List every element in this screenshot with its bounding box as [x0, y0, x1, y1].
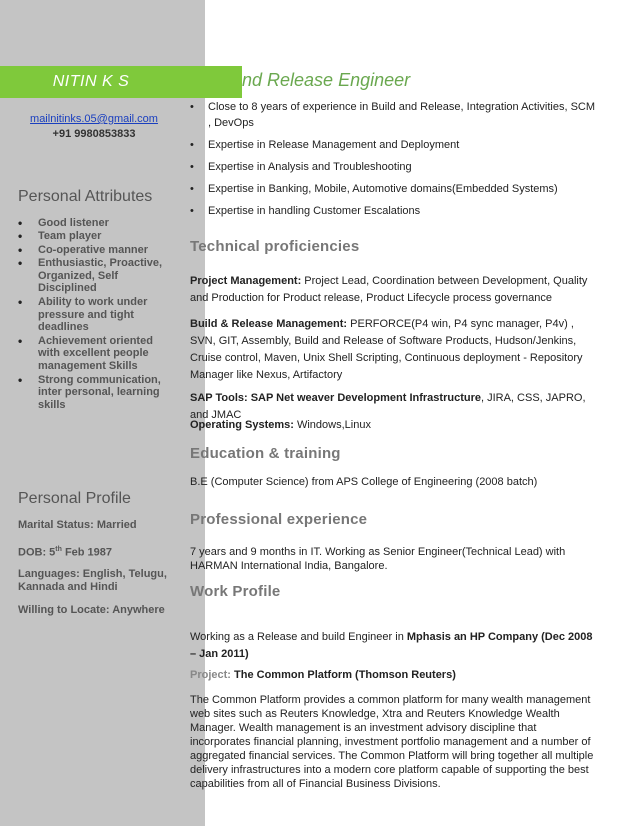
list-item: • Close to 8 years of experience in Build and Release, Integration Activities, SCM , DevOps	[190, 99, 600, 131]
education-text: B.E (Computer Science) from APS College of Engineering (2008 batch)	[190, 476, 538, 488]
email-link[interactable]: mailnitinks.05@gmail.com	[30, 113, 158, 125]
list-item: • Expertise in Analysis and Troubleshooting	[190, 159, 600, 175]
work-profile-heading: Work Profile	[190, 583, 281, 600]
personal-attributes-heading: Personal Attributes	[18, 188, 153, 205]
work-intro: Working as a Release and build Engineer in Mphasis an HP Company (Dec 2008 – Jan 2011)	[190, 631, 593, 660]
date-of-birth: DOB: 5th Feb 1987	[18, 546, 113, 559]
project-management: Project Management: Project Lead, Coordination between Development, Quality and Production for Product release, Product Lifecycle process governance	[190, 275, 588, 304]
education-heading: Education & training	[190, 445, 341, 462]
relocation: Willing to Locate: Anywhere	[18, 604, 165, 616]
marital-status: Marital Status: Married	[18, 519, 137, 531]
experience-text: 7 years and 9 months in IT. Working as Senior Engineer(Technical Lead) with HARMAN International India, Bangalore.	[190, 546, 566, 572]
project-description: The Common Platform provides a common platform for many wealth management web sites such as Reuters Knowledge, Xtra and Reuters Knowledge Wealth Manager. Wealth management is an investment advisory discipline that incorporates financial planning, investment portfolio management and a number of aggregated financial services. The Common Platform will bring together all multiple delivery infrastructures into a modern core platform capable of supporting the best capabilities from all of Financial Business Divisions.	[190, 694, 594, 790]
list-item: • Ability to work under pressure and tight deadlines	[18, 296, 163, 334]
technical-heading: Technical proficiencies	[190, 238, 360, 255]
list-item: • Expertise in handling Customer Escalations	[190, 203, 600, 219]
experience-heading: Professional experience	[190, 511, 368, 528]
candidate-name: NITIN K S	[52, 73, 130, 90]
role-title: nd Release Engineer	[242, 70, 411, 90]
project-line: Project: The Common Platform (Thomson Reuters)	[190, 669, 456, 681]
attributes-list	[18, 217, 163, 412]
list-item: • Enthusiastic, Proactive, Organized, Self Disciplined	[18, 257, 163, 295]
list-item: • Co-operative manner	[18, 244, 163, 257]
personal-profile-heading: Personal Profile	[18, 490, 131, 507]
list-item: • Expertise in Release Management and Deployment	[190, 137, 600, 153]
list-item: • Good listener	[18, 217, 163, 230]
list-item: • Achievement oriented with excellent people management Skills	[18, 335, 163, 373]
summary-list	[190, 99, 600, 225]
languages: Languages: English, Telugu, Kannada and Hindi	[18, 568, 167, 593]
list-item: • Strong communication, inter personal, learning skills	[18, 374, 163, 412]
phone-number: +91 9980853833	[52, 128, 136, 140]
operating-systems: Operating Systems: Windows,Linux	[190, 419, 371, 431]
list-item: • Team player	[18, 230, 163, 243]
build-release-management: Build & Release Management: PERFORCE(P4 win, P4 sync manager, P4v) , SVN, GIT, Assembly, Build and Release of Software Products, Hudson/Jenkins, Cruise control, Maven, Unix Shell Scripting, Continuous deployment - Repository Manager like Nexus, Artifactory	[190, 318, 583, 381]
sap-tools: SAP Tools: SAP Net weaver Development Infrastructure, JIRA, CSS, JAPRO, and JMAC	[190, 392, 586, 421]
list-item: • Expertise in Banking, Mobile, Automotive domains(Embedded Systems)	[190, 181, 600, 197]
